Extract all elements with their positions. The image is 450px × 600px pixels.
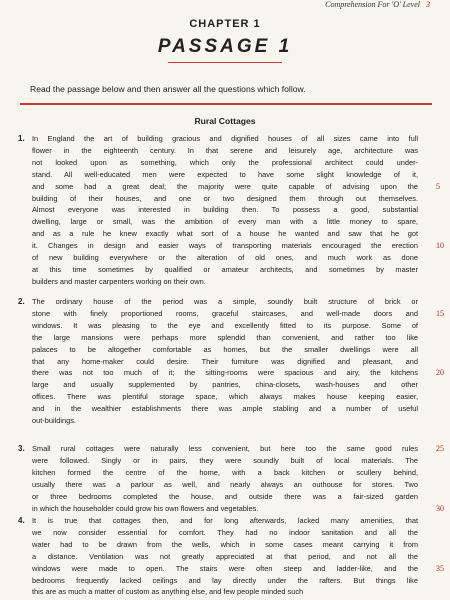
line-number-marker: 25 (436, 444, 444, 453)
text-line: we now consider essential for comfort. They had no indoor sanitation and all the (32, 527, 418, 537)
text-line: in which the householder could grow his own flowers and vegetables. (32, 503, 259, 513)
instruction-text: Read the passage below and then answer all the questions which follow. (30, 84, 306, 94)
line-number-marker: 15 (436, 308, 444, 318)
paragraph-4 (18, 515, 418, 598)
text-line: Small rural cottages were naturally less convenient, but here too the same good rules (32, 444, 418, 453)
line-number-marker: 10 (436, 241, 444, 251)
text-line: were followed. Singly or in pairs, they were soundly built of local materials. The (32, 455, 418, 465)
text-line: bedrooms frequently lacked ceilings and lay directly under the rafters. But things like (32, 575, 418, 585)
text-line: it. Changes in design and easier ways of transporting materials encouraged the erection (32, 241, 418, 251)
passage-heading: PASSAGE 1 (157, 36, 293, 57)
paragraph-number: 3. (18, 444, 25, 453)
line-number-marker: 20 (436, 368, 444, 378)
paragraph-3 (18, 443, 418, 514)
paragraph-number: 2. (18, 297, 25, 306)
text-line: at this time sometimes by qualified or amateur architects, and sometimes by master (32, 264, 418, 274)
paragraph-1 (18, 133, 418, 288)
chapter-label: CHAPTER 1 (189, 18, 261, 30)
text-line: and as a rule he knew exactly what sort of a house he wanted and saw that he got (32, 229, 418, 239)
text-line: dwelling, large or small, was the ambition of every man with a little money to spare, (32, 217, 418, 227)
line-number-marker: 30 (436, 503, 444, 513)
text-line: flower in the eighteenth century. In that serene and leisurely age, architecture was (32, 145, 418, 155)
passage-title: Rural Cottages (194, 116, 256, 126)
text-line: of new building everywhere or the alteration of old ones, and much work as done (32, 253, 418, 263)
text-line: The ordinary house of the period was a simple, soundly built structure of brick or (32, 297, 418, 306)
running-head (325, 0, 430, 9)
text-line: In England the art of building gracious and dignified houses of all sizes came into full (32, 134, 418, 143)
text-line: and in the wealthier establishments there was ample stabling and a number of useful (32, 404, 418, 414)
text-line: kitchen formed the centre of the home, with a back kitchen or scullery behind, (32, 467, 418, 477)
text-line: usually there was a parlour as well, and nearly always an outhouse for stores. Two (32, 479, 418, 489)
text-line: large and usually supplemented by pantries, china-closets, wash-houses and other (32, 380, 418, 390)
line-number-marker: 5 (436, 181, 440, 191)
text-line: that any home-maker could desire. Their furniture was dignified and pleasant, and (32, 356, 418, 366)
line-number-marker: 35 (436, 563, 444, 573)
text-line: or three bedrooms completed the house, and outside there was a fair-sized garden (32, 491, 418, 501)
text-line: stand. All well-educated men were expected to have some slight knowledge of it, (32, 169, 418, 179)
text-line: windows. It was pleasing to the eye and excellently fitted to its purpose. Some of (32, 320, 418, 330)
text-line: a distance. Ventilation was not greatly appreciated at that period, and not all the (32, 551, 418, 561)
text-line: Almost everyone was interested in building then. To possess a good, substantial (32, 205, 418, 215)
text-line: water had to be drawn from the wells, which in some cases meant carrying it from (32, 539, 418, 549)
text-line: windows were made to open. The stairs were often steep and ladder-like, and the (32, 563, 418, 573)
section-divider (20, 103, 432, 105)
paragraph-2 (18, 296, 418, 427)
text-line: stone with finely proportioned rooms, graceful staircases, and well-made doors and (32, 308, 418, 318)
page-number: 3 (426, 0, 430, 9)
text-line: builders and master carpenters working on their own. (32, 276, 206, 286)
text-line: palaces to be altogether comfortable as homes, but the smaller dwellings were all (32, 344, 418, 354)
paragraph-number: 4. (18, 516, 25, 525)
text-line: offices. There was plentiful storage space, which always makes house keeping easier, (32, 392, 418, 402)
text-line: not looked upon as something, which only the professional architect could under- (32, 157, 418, 167)
text-line: this are as much a matter of custom as anything else, and few people minded such (32, 587, 304, 597)
text-line: and some had a great deal; the majority were quite capable of advising upon the (32, 181, 418, 191)
text-line: the large mansions were perhaps more splendid than convenient, and rather too like (32, 332, 418, 342)
text-line: there was not too much of it; the sitting-rooms were spacious and airy, the kitchens (32, 368, 418, 378)
text-line: building of their houses, and one or two designed them through out themselves. (32, 193, 418, 203)
running-title: Comprehension For 'O' Level (325, 0, 420, 9)
paragraph-number: 1. (18, 134, 25, 143)
heading-underline (168, 62, 282, 63)
text-line: out-buildings. (32, 416, 76, 426)
text-line: It is true that cottages then, and for long afterwards, lacked many amenities, that (32, 516, 418, 525)
